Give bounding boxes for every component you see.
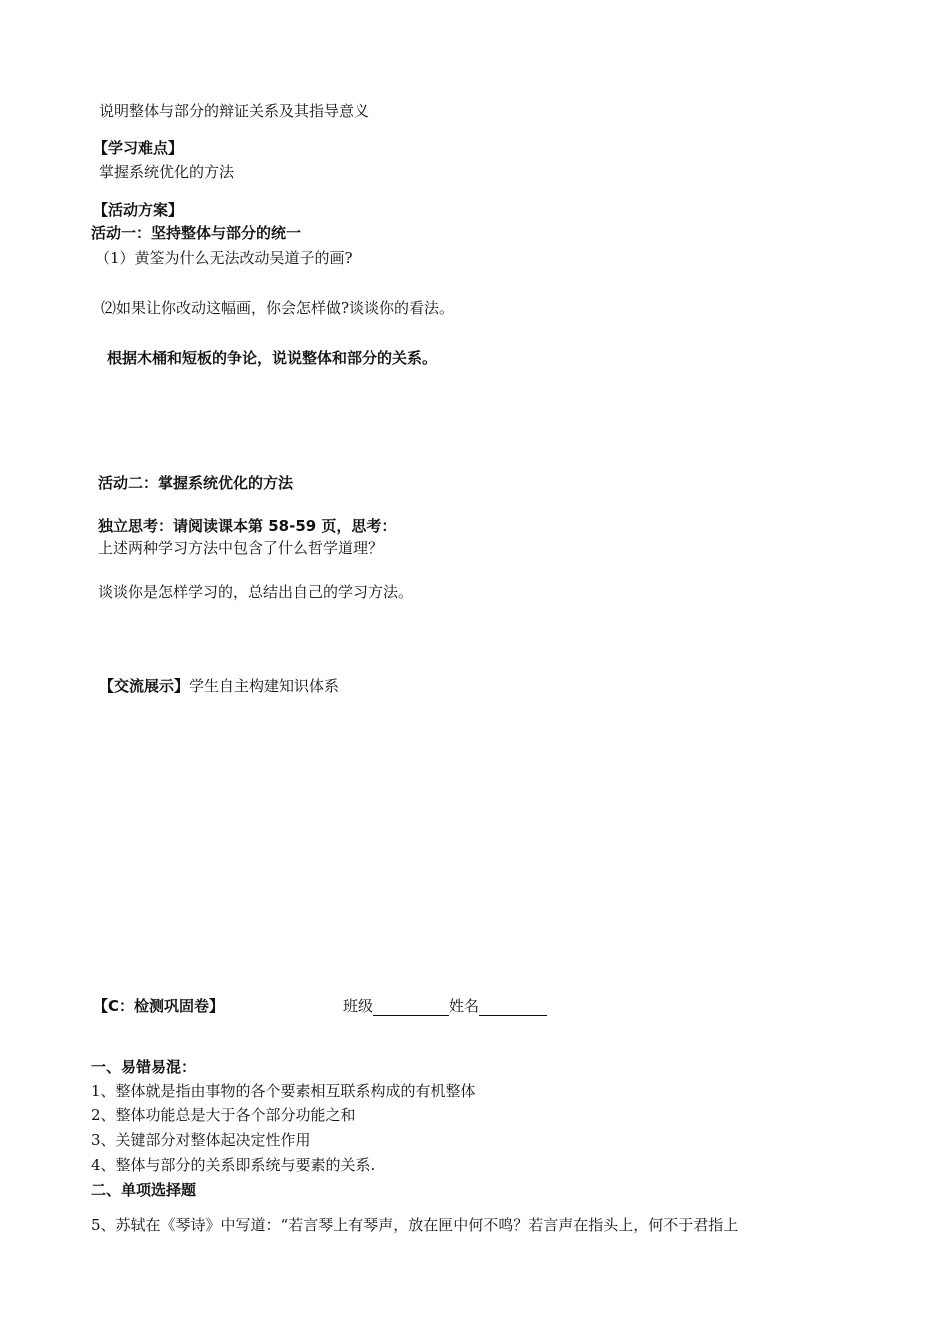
activity1-question-1: （1）黄筌为什么无法改动吴道子的画? [95,249,353,267]
class-name-fields [343,996,547,1016]
name-blank [479,999,547,1016]
part1-item: 4、整体与部分的关系即系统与要素的关系. [91,1156,376,1174]
activity2-question-2: 谈谈你是怎样学习的，总结出自己的学习方法。 [98,583,414,601]
part1-item: 2、整体功能总是大于各个部分功能之和 [91,1106,356,1124]
part1-item: 3、关键部分对整体起决定性作用 [91,1131,311,1149]
activity2-question-1: 上述两种学习方法中包含了什么哲学道理？ [98,539,384,557]
difficulty-heading: 【学习难点】 [93,139,184,157]
name-label: 姓名 [449,997,480,1015]
difficulty-text: 掌握系统优化的方法 [99,163,235,181]
exchange-heading: 【交流展示】 [99,677,190,695]
activity2-independent-thinking: 独立思考：请阅读课本第 58-59 页，思考： [98,517,397,535]
activity-plan-heading: 【活动方案】 [93,201,184,219]
activity1-title: 活动一：坚持整体与部分的统一 [91,224,302,242]
exchange-section [99,676,339,696]
part2-heading: 二、单项选择题 [91,1181,197,1199]
part1-heading: 一、易错易混： [91,1058,197,1076]
activity1-question-3: 根据木桶和短板的争论，说说整体和部分的关系。 [107,349,438,367]
exchange-text: 学生自主构建知识体系 [189,677,340,695]
learning-objective-text: 说明整体与部分的辩证关系及其指导意义 [99,102,370,120]
class-label: 班级 [343,997,374,1015]
class-blank [373,999,449,1016]
activity2-title: 活动二：掌握系统优化的方法 [98,474,294,492]
activity1-question-2: ⑵如果让你改动这幅画，你会怎样做?谈谈你的看法。 [101,299,455,317]
test-section-heading: 【C：检测巩固卷】 [93,997,225,1015]
question-5: 5、苏轼在《琴诗》中写道：“若言琴上有琴声，放在匣中何不鸣？若言声在指头上，何不于君指上 [91,1216,739,1234]
part1-item: 1、整体就是指由事物的各个要素相互联系构成的有机整体 [91,1082,476,1100]
